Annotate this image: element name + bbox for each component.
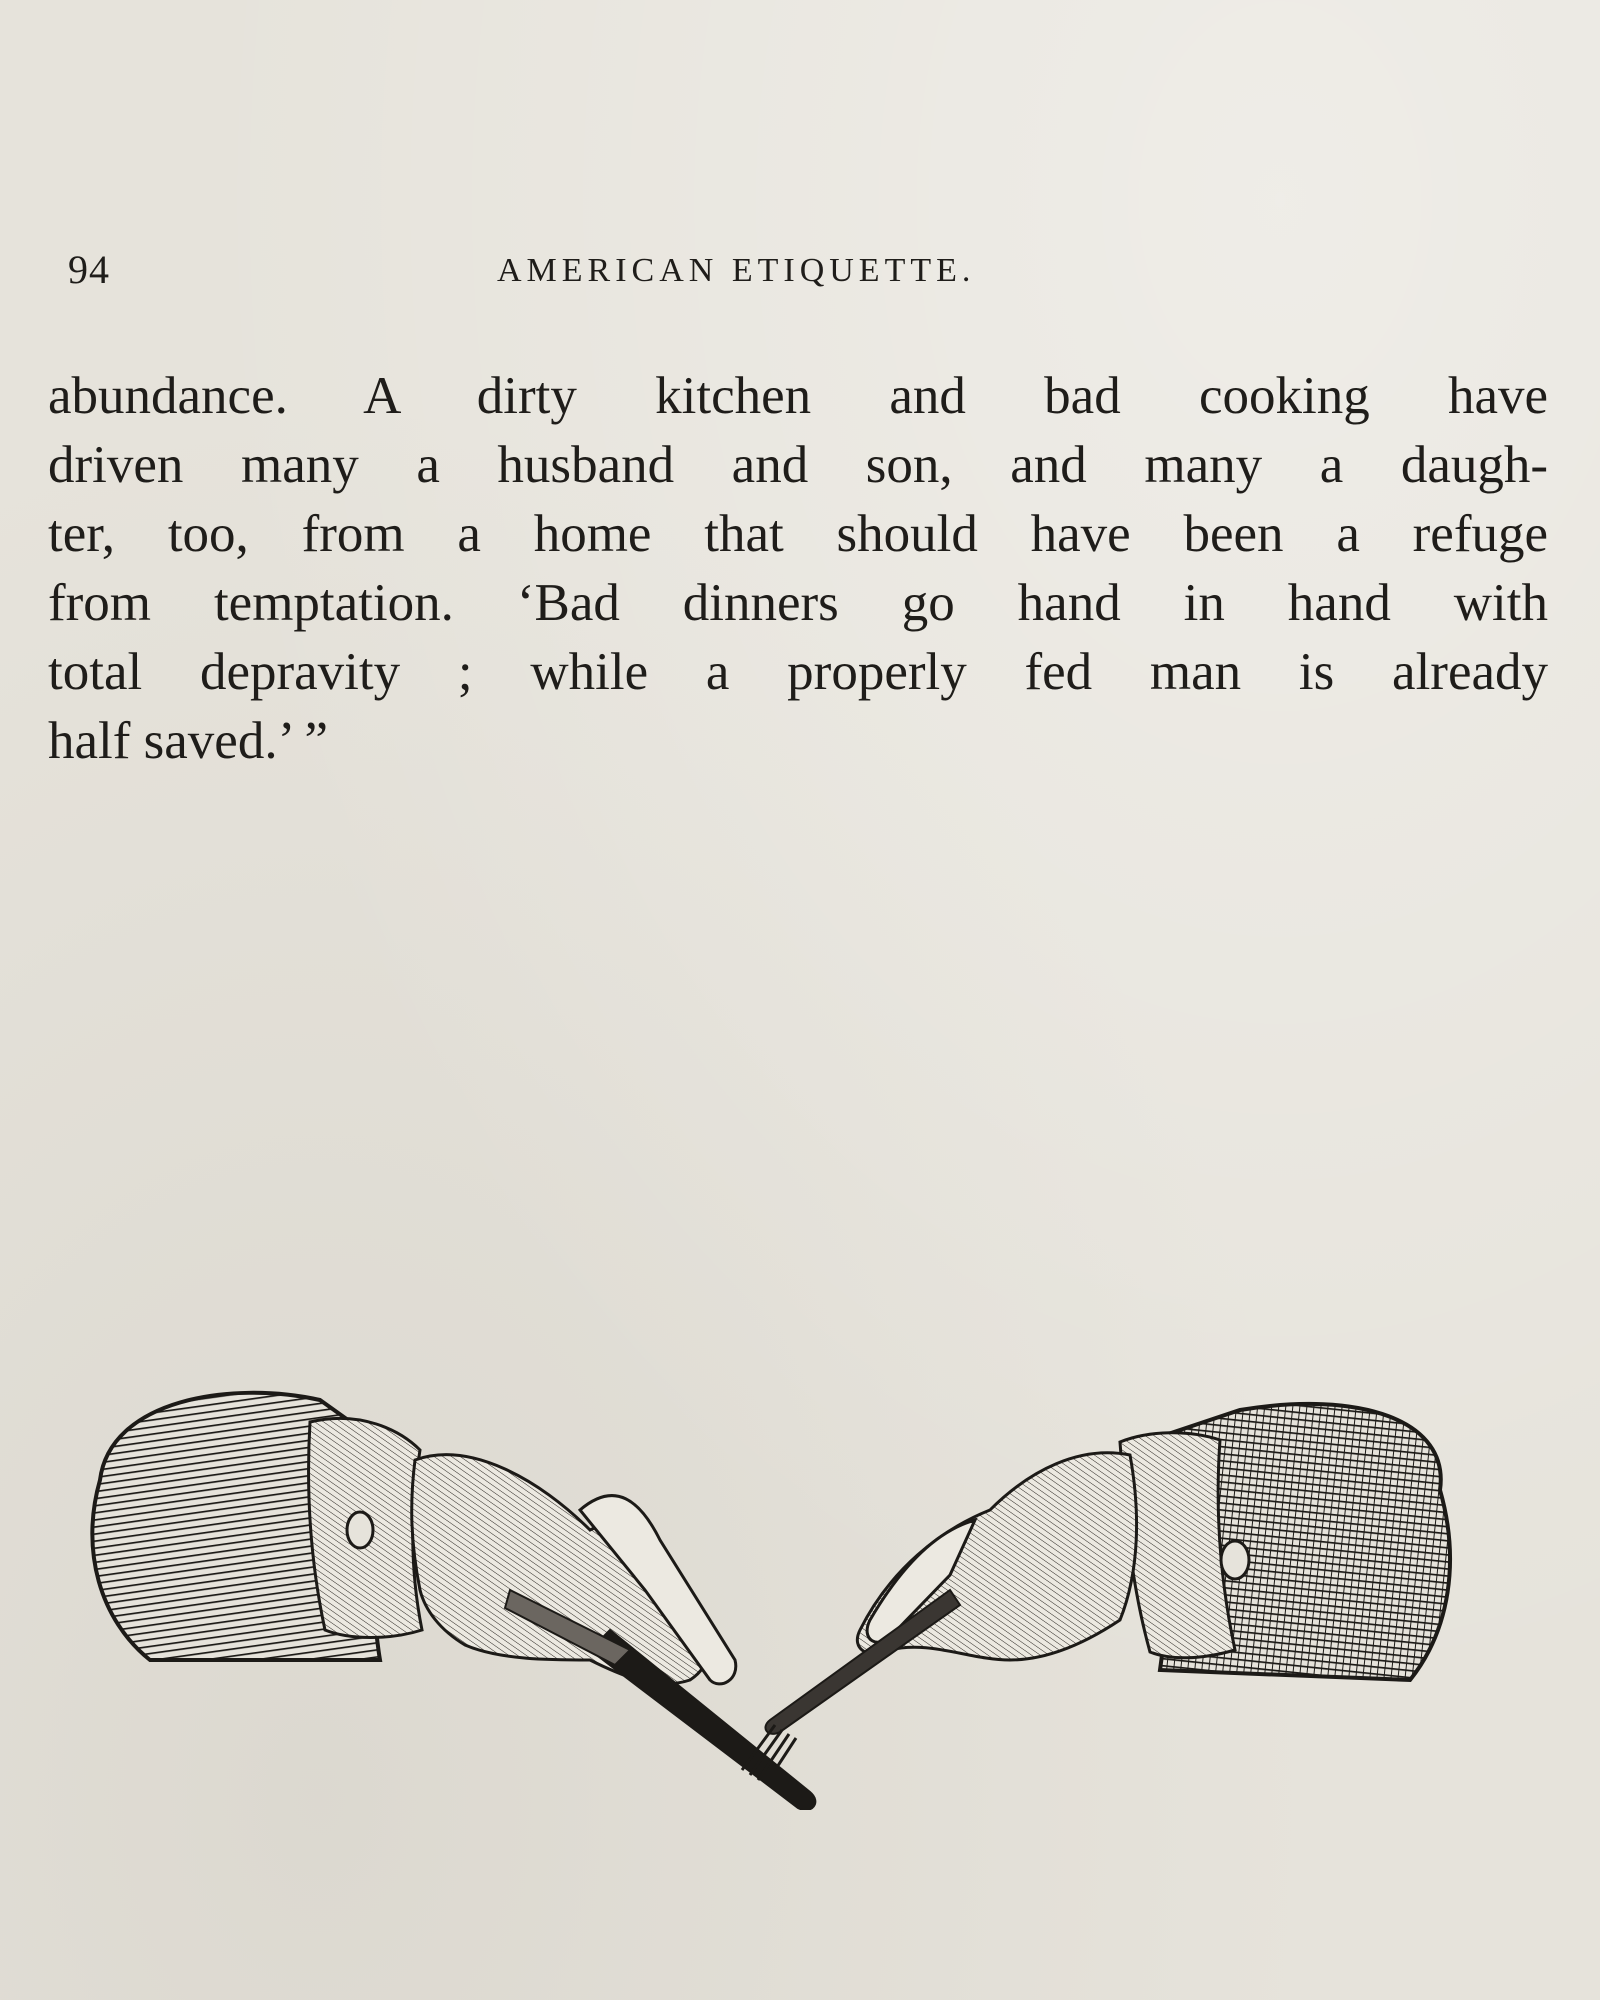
left-cufflink (347, 1512, 373, 1548)
body-paragraph (48, 362, 1548, 776)
right-cufflink (1221, 1541, 1249, 1579)
text-line: half saved.’ ” (48, 712, 329, 770)
left-hand-with-knife (92, 1393, 815, 1810)
running-title: AMERICAN ETIQUETTE. (497, 252, 976, 289)
text-line: ter, too, from a home that should have been a refuge (48, 505, 1548, 563)
text-line: from temptation. ‘Bad dinners go hand in hand with (48, 574, 1548, 632)
page-number: 94 (68, 247, 110, 292)
running-head (0, 246, 1600, 306)
text-line: total depravity ; while a properly fed man is already (48, 643, 1548, 701)
right-hand-with-fork (742, 1404, 1450, 1784)
engraving-hands-knife-fork-illustration (70, 1360, 1470, 1810)
text-line: abundance. A dirty kitchen and bad cooking have (48, 367, 1548, 425)
text-line: driven many a husband and son, and many a daugh- (48, 436, 1548, 494)
fork-handle (765, 1590, 960, 1734)
